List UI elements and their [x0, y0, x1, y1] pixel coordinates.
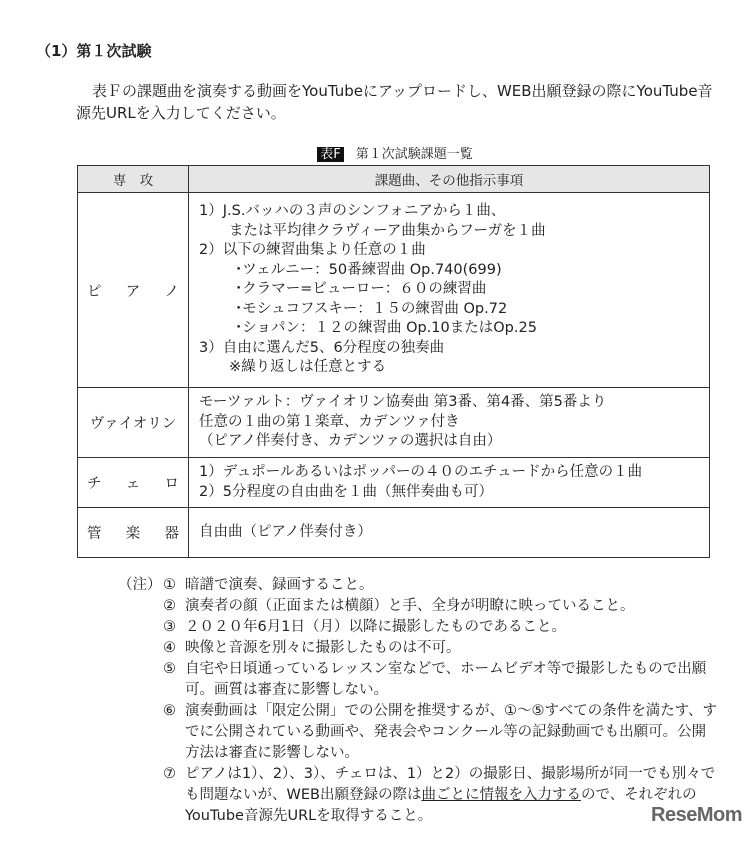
- piece-line: ･ショパン：１２の練習曲 Op.10またはOp.25: [235, 320, 537, 337]
- subject-char: チ: [87, 476, 102, 492]
- note-text: ２０２０年6月1日（月）以降に撮影したものであること。: [185, 619, 566, 635]
- subject-char: ノ: [164, 283, 179, 300]
- note-text: 演奏者の顔（正面または横顔）と手、全身が明瞭に映っていること。: [185, 598, 635, 614]
- note-number: ⑦: [163, 766, 176, 782]
- subject-char: ヴァイオリン: [89, 416, 177, 432]
- piece-line: 1）J.S.バッハの３声のシンフォニアから１曲、: [199, 203, 506, 220]
- pieces-cell: [189, 388, 710, 458]
- subject-char: 管: [87, 526, 102, 542]
- note-text: 暗譜で演奏、録画すること。: [185, 577, 374, 593]
- note-label: [118, 701, 163, 764]
- piece-line: または平均律クラヴィーア曲集からフーガを１曲: [229, 222, 546, 239]
- note-number: ⑤: [163, 661, 176, 677]
- piece-line: 自由曲（ピアノ伴奏付き）: [199, 523, 372, 540]
- header-pieces: 課題曲、その他指示事項: [189, 166, 710, 193]
- note-number: ①: [163, 577, 176, 593]
- note-text-after: ので、それぞれのYouTube音源先URLを取得すること。: [185, 787, 697, 824]
- note-item: [118, 575, 718, 596]
- notes: [118, 575, 718, 827]
- piece-line: 任意の１曲の第１楽章、カデンツァ付き: [199, 413, 460, 430]
- note-item: [118, 701, 718, 764]
- note-text-underlined: 曲ごとに情報を入力する: [421, 787, 581, 803]
- table-row: [78, 193, 710, 388]
- subject-label: [79, 412, 187, 433]
- table-tag: 表F: [317, 147, 343, 162]
- section-heading: （1）第１次試験: [36, 42, 152, 60]
- piece-line: ･クラマー=ビューロー：６０の練習曲: [235, 281, 487, 298]
- subject-label: [79, 472, 187, 493]
- piece-line: 3）自由に選んだ5、6分程度の独奏曲: [199, 339, 445, 356]
- note-number: ②: [163, 598, 176, 614]
- subject-cell: [78, 508, 189, 558]
- note-text: [185, 764, 718, 827]
- note-label: [118, 617, 163, 638]
- note-text-before: ピアノは1）、2）、3）、チェロは、1）と2）の撮影日、撮影場所が同一でも別々でも問題ないが、WEB出願登録の際は: [185, 766, 716, 803]
- table-row: [78, 388, 710, 458]
- piece-line: 1）デュポールあるいはポッパーの４０のエチュードから任意の１曲: [199, 464, 643, 480]
- table-row: [78, 508, 710, 558]
- subject-char: ア: [125, 283, 141, 300]
- note-text: 映像と音源を別々に撮影したものは不可。: [185, 640, 461, 656]
- subject-cell: [78, 458, 189, 508]
- piece-line: ※繰り返しは任意とする: [229, 359, 387, 376]
- note-item: [118, 617, 718, 638]
- note-text: 自宅や日頃通っているレッスン室などで、ホームビデオ等で撮影したもので出願可。画質は審査に影響しない。: [185, 661, 707, 698]
- subject-char: ロ: [164, 476, 179, 492]
- pieces-cell: [189, 508, 710, 558]
- note-number: ⑥: [163, 703, 176, 719]
- piece-line: ･ツェルニー：50番練習曲 Op.740(699): [235, 261, 502, 278]
- note-number: ④: [163, 640, 176, 656]
- subject-char: 器: [164, 526, 179, 542]
- subject-label: [79, 522, 187, 543]
- table-row: [78, 458, 710, 508]
- note-number: ③: [163, 619, 176, 635]
- note-label: [118, 659, 163, 701]
- subject-char: 楽: [125, 526, 141, 542]
- note-item: [118, 659, 718, 701]
- pieces-cell: [189, 193, 710, 388]
- note-label: [118, 764, 163, 827]
- header-major: 専 攻: [78, 166, 189, 193]
- note-label: （注）: [118, 577, 162, 593]
- subject-cell: [78, 388, 189, 458]
- piece-line: （ピアノ伴奏付き、カデンツァの選択は自由）: [199, 433, 502, 450]
- table-title: 第１次試験課題一覧: [355, 147, 473, 162]
- subject-char: ピ: [87, 283, 102, 300]
- assignment-table: [77, 165, 710, 558]
- piece-line: 2）以下の練習曲集より任意の１曲: [199, 242, 426, 259]
- piece-line: 2）5分程度の自由曲を１曲（無伴奏曲も可）: [199, 483, 493, 500]
- subject-label: [79, 280, 187, 301]
- piece-line: モーツァルト：ヴァイオリン協奏曲 第3番、第4番、第5番より: [199, 394, 607, 411]
- subject-cell: [78, 193, 189, 388]
- note-label: [118, 596, 163, 617]
- note-item: [118, 638, 718, 659]
- table-caption: [0, 143, 750, 162]
- note-label: [118, 638, 163, 659]
- piece-line: ･モシュコフスキー：１５の練習曲 Op.72: [235, 300, 508, 317]
- pieces-cell: [189, 458, 710, 508]
- subject-char: ェ: [125, 476, 141, 492]
- note-item: [118, 596, 718, 617]
- intro-paragraph: 表Ｆの課題曲を演奏する動画をYouTubeにアップロードし、WEB出願登録の際にYouTube音源先URLを入力してください。: [76, 82, 713, 122]
- note-text: 演奏動画は「限定公開」での公開を推奨するが、①～⑤すべての条件を満たす、すでに公開されている動画や、発表会やコンクール等の記録動画でも出願可。公開方法は審査に影響しない。: [185, 703, 718, 761]
- resemom-logo: ReseMom: [651, 804, 742, 826]
- note-item: [118, 764, 718, 827]
